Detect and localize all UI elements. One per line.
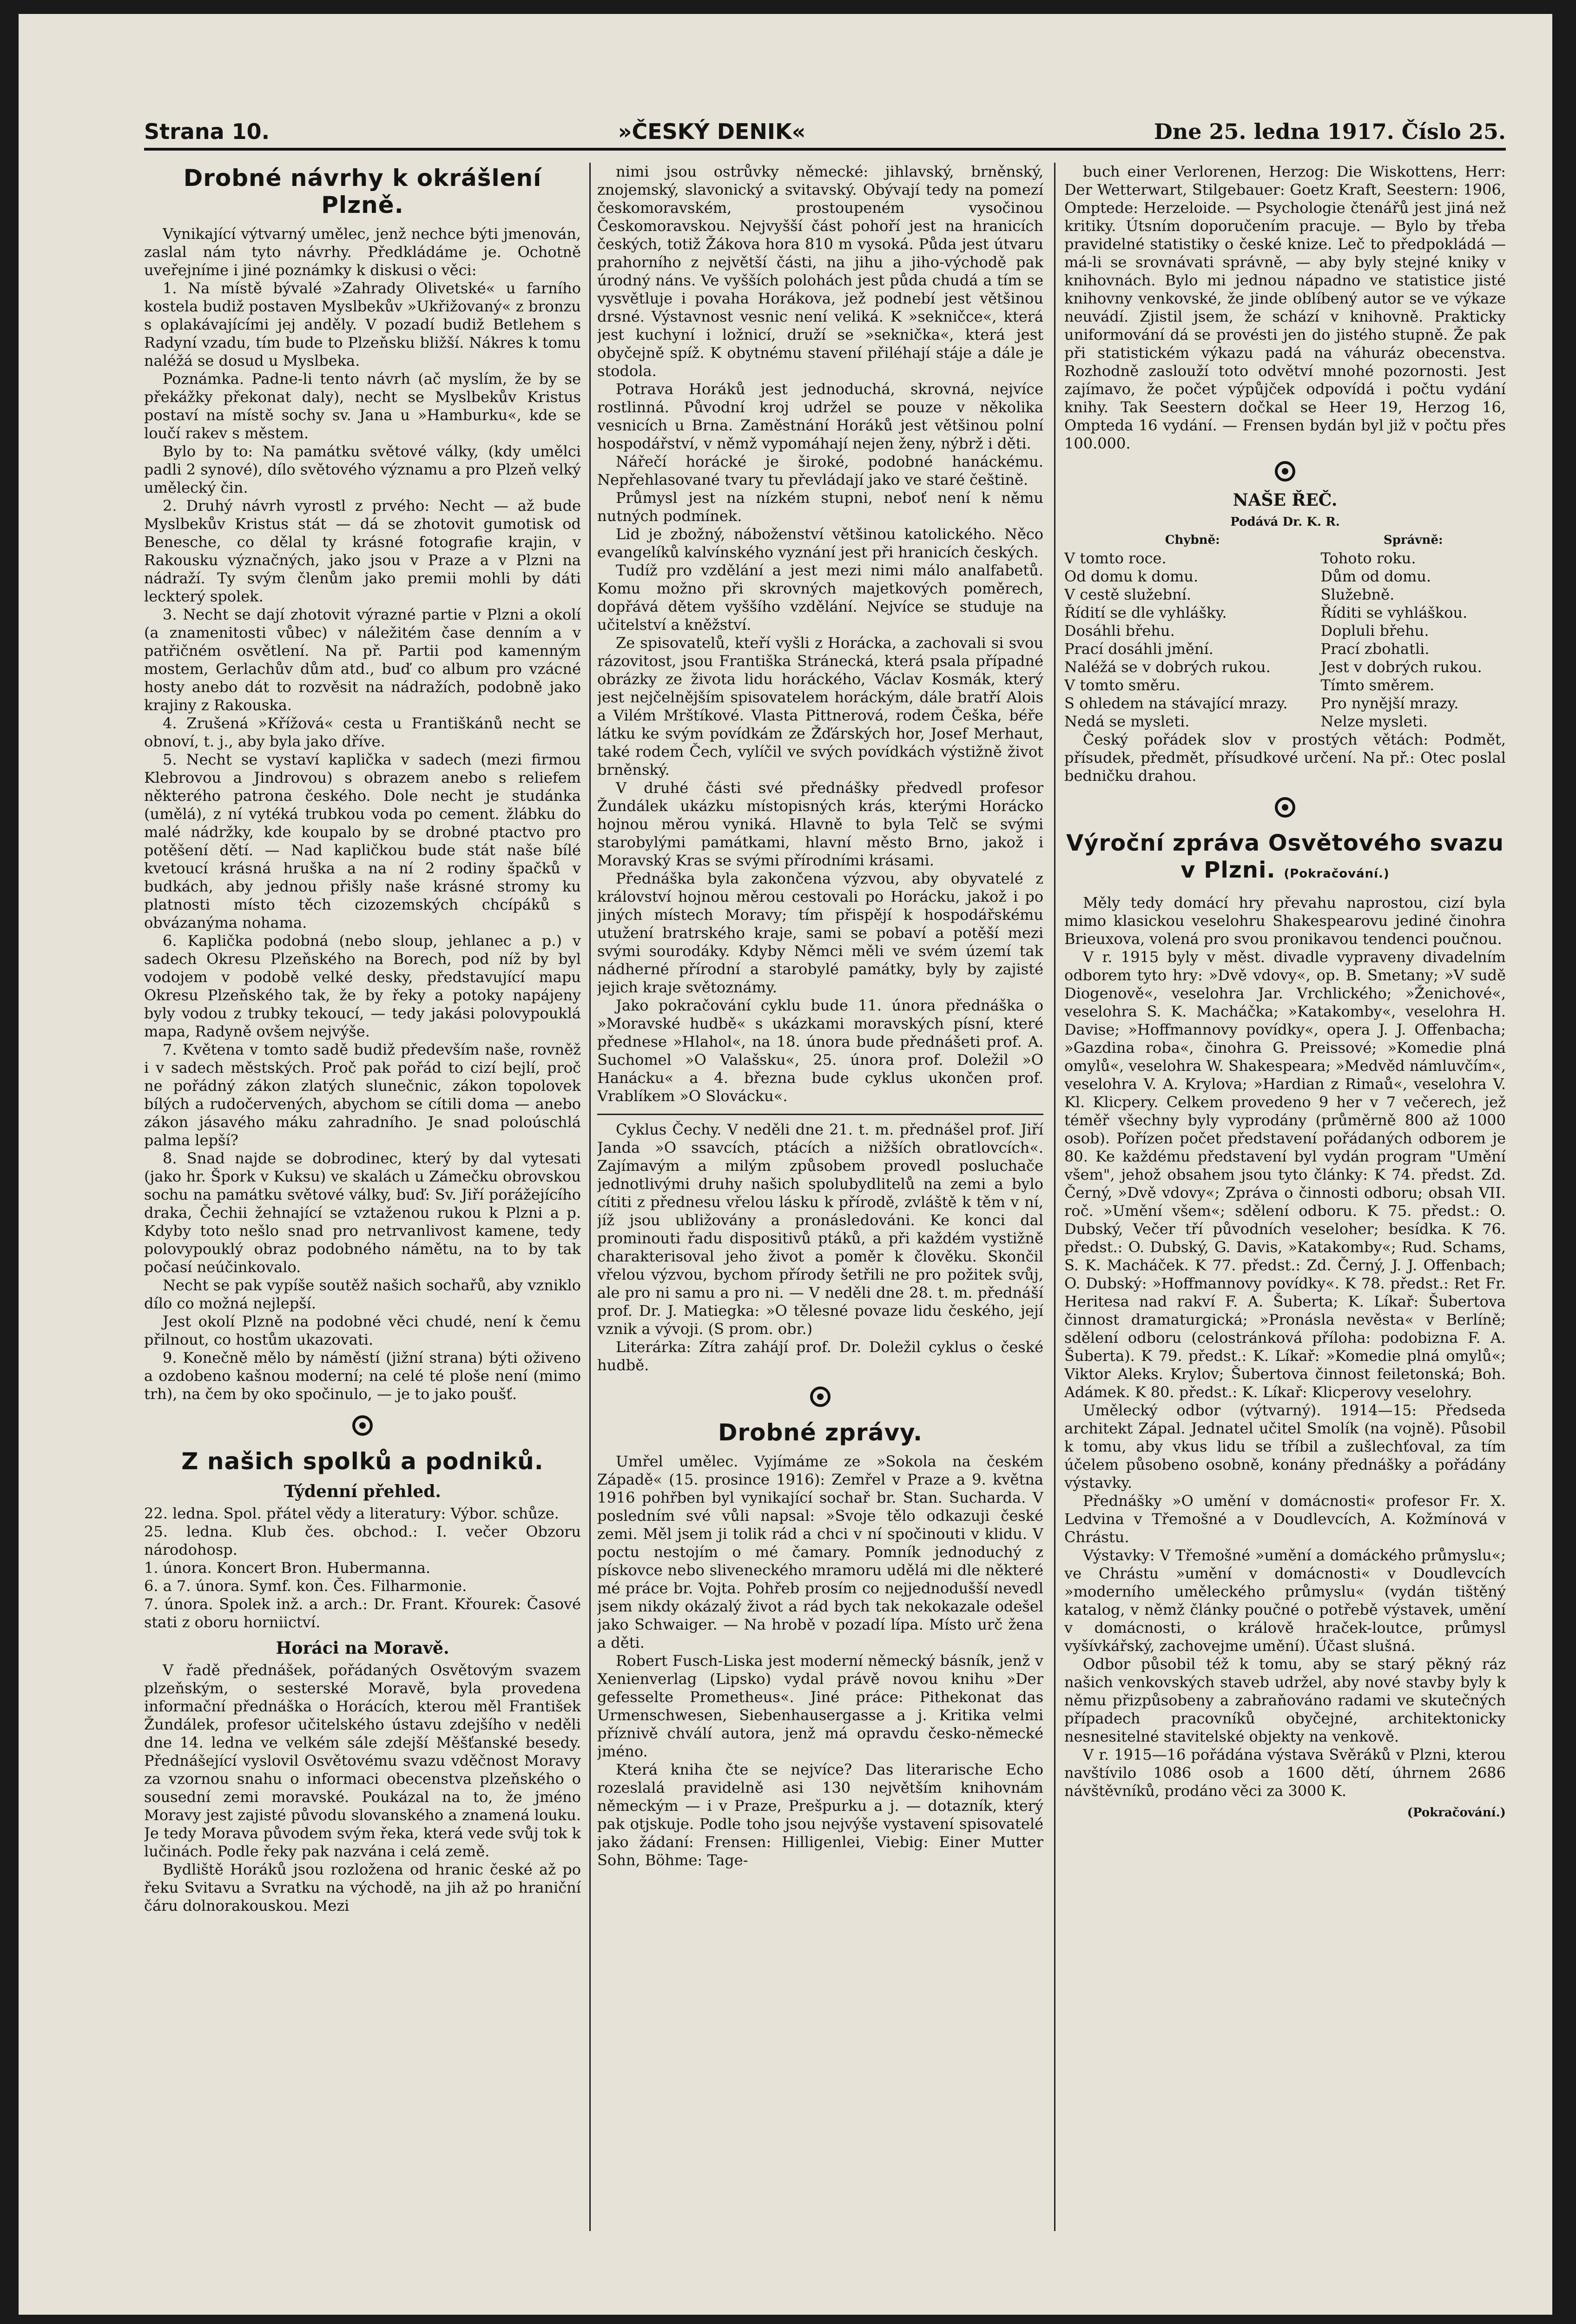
correct-phrase: Tímto směrem. (1320, 676, 1435, 694)
article-title: Drobné zprávy. (718, 1419, 923, 1446)
correct-phrase: Říditi se vyhláškou. (1320, 604, 1468, 621)
paragraph: V druhé části své přednášky předvedl profesor Žundálek ukázku místopisných krás, kterými Horácko hojnou měrou vyniká. Hlavně to byla Telč se svými starobylými památkami, hlavní město Brno, jakož i Moravský Kras se svými přírodními krásami. (597, 779, 1043, 869)
paragraph: Jest okolí Plzně na podobné věci chudé, není k čemu přilnout, co hostům ukazovati. (144, 1313, 581, 1348)
article-body (597, 1121, 1043, 1374)
paragraph: Necht se pak vypíše soutěž našich sochařů, aby vzniklo dílo co možná nejlepší. (144, 1276, 581, 1312)
paragraph: 8. Snad najde se dobrodinec, který by dal vytesati (jako hr. Špork v Kuksu) ve skalách u Zámečku obrovskou sochu na památku světové války, buď: Sv. Jiří porážejícího draka, Čechii žehnající se vztaženou rukou k Plzni a p. Kdyby toto nešlo snad pro netrvanlivost kamene, tedy polovypouklý obraz podobného námětu, na to by tak počasí neúčinkovalo. (144, 1149, 581, 1276)
wrong-phrase: Prací dosáhli jmění. (1064, 640, 1213, 658)
article-title: Z našich spolků a podniků. (181, 1448, 544, 1475)
column-3 (1064, 163, 1506, 2231)
paragraph: Přednášky »O umění v domácnosti« profesor Fr. X. Ledvina v Třemošné a v Doudlevcích, A. Kožmínová v Chrástu. (1064, 1492, 1506, 1546)
paragraph: 1. Na místě bývalé »Zahrady Olivetské« u farního kostela budiž postaven Myslbekův »Ukřižovaný« z bronzu s oplakávajícími jej anděly. V pozadí budiž Betlehem s Radyní vzadu, tím bude to Plzeňsku bližší. Nákres k tomu naléžá se dosud u Myslbeka. (144, 279, 581, 370)
paragraph: Tudíž pro vzdělání a jest mezi nimi málo analfabetů. Komu možno při skrovných majetkových poměrech, dopřává dětem vyššího vzdělání. Nejvíce se studuje na učitelství a kněžství. (597, 561, 1043, 634)
correct-phrase: Dům od domu. (1320, 568, 1431, 585)
wrong-phrase: Nedá se mysleti. (1064, 713, 1190, 730)
paragraph: 7. Květena v tomto sadě budiž především naše, rovněž i v sadech městských. Proč pak pořád to cizí bejlí, proč ne pořádný zákon zlatých slunečnic, zákon topolovek bílých a rudočervených, abychom se cítili doma — anebo zákon jásavého máku zahradního. Je snad poloúschlá palma lepší? (144, 1041, 581, 1149)
page-number: Strana 10. (144, 119, 270, 144)
ornament-icon (352, 1415, 373, 1436)
divider (597, 1114, 1043, 1115)
language-row (1064, 604, 1506, 622)
language-row (1064, 586, 1506, 604)
paragraph: Bylo by to: Na památku světové války, (kdy umělci padli 2 synové), dílo světového významu a pro Plzeň velký umělecký čin. (144, 442, 581, 496)
column-2 (597, 163, 1043, 2231)
paragraph: 4. Zrušená »Křížová« cesta u Františkánů necht se obnoví, t. j., aby byla jako dříve. (144, 714, 581, 750)
paragraph: V r. 1915—16 pořádána výstava Svěráků v Plzni, kterou navštívilo 1086 osob a 1600 dětí, úhrnem 2686 návštěvníků, prodáno věci za 3000 K. (1064, 1746, 1506, 1800)
correct-phrase: Služebně. (1320, 586, 1395, 603)
wrong-phrase: Naléžá se v dobrých rukou. (1064, 658, 1271, 676)
language-row (1064, 549, 1506, 568)
paragraph: V řadě přednášek, pořádaných Osvětovým svazem plzeňským, o sesterské Moravě, byla provedena informační přednáška o Horácích, kterou měl František Žundálek, profesor učitelského ústavu zdejšího v neděli dne 14. ledna ve velkém sále zdejší Měšťanské besedy. Přednášející vyslovil Osvětovému svazu vděčnost Moravy za vzornou snahu o informaci obecenstva plzeňského o sousední zemi moravské. Poukázal na to, že jméno Moravy jest zajisté původu slovanského a znamená louku. Je tedy Morava původem svým řeka, která vede svůj tok k lučinách. Podle řeky pak nazvána i celá země. (144, 1661, 581, 1860)
paragraph: Nářečí horácké je široké, podobné hanáckému. Nepřehlasované tvary tu převládají jako ve staré češtině. (597, 453, 1043, 489)
paragraph: Lid je zbožný, náboženství většinou katolického. Něco evangelíků kalvínského vyznání jest při hranicích českých. (597, 525, 1043, 561)
paragraph: buch einer Verlorenen, Herzog: Die Wiskottens, Herr: Der Wetterwart, Stilgebauer: Goetz Kraft, Seestern: 1906, Omptede: Herzeloide. — Psychologie čtenářů jest jiná než kritiky. Útsním doporučením pracuje. — Bylo by třeba pravidelné statistiky o české knize. Leč to předpokládá — má-li se srovnávati správně, — aby byly stejné kniky v knihovnách. Bylo mi jednou nápadno ve statistice jisté knihovny venkovské, že jinde oblíbený autor se ve výkaze neuvádí. Zjistil jsem, že schází v knihovně. Prakticky uniformování dá se provésti jen do jistého stupně. Že pak při statistickém výkazu padá na váhuráz obecenstva. Rozhodně zaslouží toto odvětví mnohé pozornosti. Jest zajímavo, že počet výpůjček odpovídá i počtu vydání knihy. Tak Seestern dočkal se Heer 19, Herzog 16, Ompteda 16 vydání. — Frensen bydán byl již v počtu přes 100.000. (1064, 163, 1506, 452)
event-item: 7. února. Spolek inž. a arch.: Dr. Frant. Křourek: Časové stati z oboru horniictví. (144, 1595, 581, 1631)
event-item: 22. ledna. Spol. přátel vědy a literatury: Výbor. schůze. (144, 1505, 559, 1522)
continued-note: (Pokračování.) (1284, 867, 1390, 881)
paragraph: V r. 1915 byly v měst. divadle vypraveny divadelním odborem tyto hry: »Dvě vdovy«, op. B. Smetany; »V sudě Diogenově«, veselohra Jar. Vrchlického; »Ženichové«, veselohra S. K. Macháčka; »Katakomby«, veselohra H. Davise; »Hoffmannovy povídky«, opera J. J. Offenbacha; »Gazdina roba«, činohra G. Preissové; »Komedie plná omylů«, veselohra W. Shakespeara; »Medvěd námluvčím«, veselohra V. A. Krylova; »Hardian z Rimaů«, veselohra V. Kl. Klicpery. Celkem provedeno 9 her v 7 večerech, jež téměř všechny byly vyprodány (průměrně 800 až 1000 osob). Pořízen počet představení pořádaných odborem je 80. Ke každému představení byl vydán program "Umění všem", jehož obsahem jsou tyto články: K 74. předst. Zd. Černý, »Dvě vdovy«; Zpráva o činnosti odboru; obsah VII. roč. »Umění všem«; sdělení odboru. K 75. předst.: O. Dubský, Večer tří původních veseloher; besídka. K 76. předst.: O. Dubský, G. Davis, »Katakomby«; Rud. Schams, S. K. Macháček. K 77. předst.: Zd. Černý, J. J. Offenbach; O. Dubský: »Hoffmannovy povídky«. K 78. předst.: Ret Fr. Heritesa nad rakví F. A. Šuberta; K. Líkař: Šubertova činnost dramaturgická; »Pronásla nevěsta« v Berlíně; sdělení odboru (celostránková příloha: podobizna F. A. Šuberta). K 79. předst.: K. Líkař: »Komedie plná omylů«; Viktor Aleks. Krylov; Šubertova činnost feiletonská; Boh. Adámek. K 80. předst.: K. Líkař: Klicperovy veselohry. (1064, 948, 1506, 1401)
column-rule (589, 163, 591, 2231)
event-item: 25. ledna. Klub čes. obchod.: I. večer Obzoru národohosp. (144, 1523, 581, 1558)
paragraph: Ze spisovatelů, kteří vyšli z Horácka, a zachovali si svou rázovitost, jsou Františka Stránecká, která psala případné obrázky ze života lidu horáckého, Václav Kosmák, který jest nejčelnějším spisovatelem horáckým, dále bratří Alois a Vilém Mrštíkové. Vlasta Pittnerová, rodem Češka, béře látku ke svým povídkám ze Žďárských hor, Josef Merhaut, také rodem Čech, vylíčil ve svých povídkách výstižně život brněnský. (597, 634, 1043, 779)
language-row (1064, 622, 1506, 640)
page-header (144, 116, 1506, 151)
ornament-icon (810, 1386, 831, 1407)
event-list (144, 1505, 581, 1631)
language-row (1064, 658, 1506, 676)
paragraph: Výstavky: V Třemošné »umění a domáckého průmyslu«; ve Chrástu »umění v domácnosti« v Doudlevcích »moderního uměleckého průmyslu« (vydán tištěný katalog, v němž články poučné o potřebě výstavek, umění v domácnosti, o králově hraček-loutce, průmysl vyšívkářský, zachovejme umění). Účast slušná. (1064, 1546, 1506, 1655)
column-1 (144, 163, 581, 2231)
article-body (597, 1452, 1043, 1869)
paragraph: nimi jsou ostrůvky německé: jihlavský, brněnský, znojemský, slavonický a svitavský. Obývají tedy na pomezí českomoravském, prostoupeném vysočinou Českomoravskou. Nejvyšší část pohoří jest na hranicích českých, totiž Žákova hora 810 m vysoká. Půda jest útvaru prahorního z největší části, na jihu a jiho-východě pak úrodný náns. Ve vyšších polohách jest půda chudá a tím se vysvětluje i povaha Horákova, jež podnebí jest většinou drsné. Výstavnost vesnic není veliká. K »sekničce«, která jest kuchyní i ložnicí, druží se »seknička«, která jest obyčejně spíž. K obytnému stavení přiléhají stáje a dále je stodola. (597, 163, 1043, 380)
event-item: 6. a 7. února. Symf. kon. Čes. Filharmonie. (144, 1577, 467, 1595)
paragraph: 2. Druhý návrh vyrostl z prvého: Necht — až bude Myslbekův Kristus stát — dá se zhotovit gumotisk od Benesche, co dělal ty krásné fotografie krajin, v Rakousku význačných, jako jsou v Praze a v Plzni na nádraží. Ty svým členům jako premii mohli by dáti leckterý spolek. (144, 497, 581, 605)
language-table (1064, 531, 1506, 731)
column-rule (1054, 163, 1055, 2231)
paragraph: 6. Kaplička podobná (nebo sloup, jehlanec a p.) v sadech Okresu Plzeňského na Borech, pod níž by byl vodojem v podobě velké desky, představující mapu Okresu Plzeňského tak, že by řeky a potoky napájeny byly vodou z trubky tekoucí, — tedy jakási polovypouklá mapa, Radyně ovšem nejvýše. (144, 932, 581, 1040)
paragraph: Přednáška byla zakončena výzvou, aby obyvatelé z království hojnou měrou cestovali po Horácku, jakož i po jiných místech Moravy; tím přispějí k hospodářskému utužení bratrského kraje, sami se pobaví a potěší mezi svými sourodáky. Kdyby Němci měli ve svém území tak nádherné přírodní a starobylé památky, byly by zajisté jejich kraje světoznámy. (597, 870, 1043, 996)
correct-phrase: Jest v dobrých rukou. (1320, 658, 1482, 676)
article-body (1064, 163, 1506, 453)
correct-phrase: Tohoto roku. (1320, 549, 1416, 567)
language-row (1064, 713, 1506, 731)
paragraph: Jako pokračování cyklu bude 11. února přednáška o »Moravské hudbě« s ukázkami moravských písní, které přednese »Hlahol«, na 18. února bude přednášeti prof. A. Suchomel »O Valašsku«, 25. února prof. Doležil »O Hanácku« a 4. března bude cyklus ukončen prof. Vrablíkem »O Slovácku«. (597, 997, 1043, 1105)
continued-note: (Pokračování.) (1407, 1806, 1506, 1820)
paragraph: Vynikající výtvarný umělec, jenž nechce býti jmenován, zaslal nám tyto návrhy. Předkládáme je. Ochotně uveřejníme i jiné poznámky k diskusi o věci: (144, 225, 581, 279)
article-body (144, 225, 581, 1403)
language-note: Český pořádek slov v prostých větách: Podmět, přísudek, předmět, přísudkové určení. Na př.: Otec poslal bedničku drahou. (1064, 731, 1506, 785)
paragraph: Poznámka. Padne-li tento návrh (ač myslím, že by se překážky překonat daly), necht se Myslbekův Kristus postaví na místě sochy sv. Jana u »Hamburku«, kde se loučí rakev s městem. (144, 370, 581, 442)
article-title: Výroční zpráva Osvětového svazu v Plzni. (Pokračování.) (1066, 830, 1504, 883)
correct-phrase: Pro nynější mrazy. (1320, 694, 1459, 712)
article-body (597, 163, 1043, 1105)
section-title: NAŠE ŘEČ. (1233, 490, 1338, 510)
paragraph: Bydliště Horáků jsou rozložena od hranic české až po řeku Svitavu a Svratku na východě, na jih až po hraniční čáru dolnorakouskou. Mezi (144, 1861, 581, 1915)
wrong-phrase: Dosáhli břehu. (1064, 622, 1175, 640)
article-body (1064, 894, 1506, 1800)
wrong-phrase: Řídití se dle vyhlášky. (1064, 604, 1227, 621)
column-header-right: Správně: (1383, 533, 1443, 547)
paragraph: 9. Konečně mělo by náměstí (jižní strana) býti oživeno a ozdobeno kašnou moderní; na celé té ploše není (mimo trh), na čem by oko spočinulo, — je to jako poušť. (144, 1349, 581, 1403)
correct-phrase: Nelze mysleti. (1320, 713, 1428, 730)
correct-phrase: Dopluli břehu. (1320, 622, 1429, 640)
wrong-phrase: V cestě služební. (1064, 586, 1192, 603)
article-subtitle: Horáci na Moravě. (276, 1638, 449, 1658)
paragraph: Měly tedy domácí hry převahu naprostou, cizí byla mimo klasickou veselohru Shakespearovu jediné činohra Brieuxova, volená pro svou pronikavou tendenci poučnou. (1064, 894, 1506, 948)
event-item: 1. února. Koncert Bron. Hubermanna. (144, 1559, 431, 1577)
paragraph: Cyklus Čechy. V neděli dne 21. t. m. přednášel prof. Jiří Janda »O ssavcích, ptácích a nižších obratlovcích«. Zajímavým a milým způsobem provedl posluchače jednotlivými druhy našich spolubydlitelů na zemi a bylo cítiti z přednesu vřelou lásku k přírodě, zvláště k těm v ní, jíž jsou ubližovány a pronásledováni. Ke konci dal prominouti řadu dispositivů ptáků, a při každém vystižně charakterisoval jeho život a poměr k člověku. Skončil vřelou výzvou, bychom přírody šetřili ne pro požitek svůj, ale pro ni samu a pro ni. — V neděli dne 28. t. m. přednáší prof. Dr. J. Matiegka: »O tělesné povaze lidu českého, její vznik a vývoji. (S prom. obr.) (597, 1121, 1043, 1338)
masthead: »ČESKÝ DENIK« (618, 119, 806, 144)
issue-date: Dne 25. ledna 1917. Číslo 25. (1154, 119, 1506, 144)
language-row (1064, 640, 1506, 658)
paragraph: Potrava Horáků jest jednoduchá, skrovná, nejvíce rostlinná. Původní kroj udržel se pouze v několika vesnicích u Brna. Zaměstnání Horáků jest většinou polní hospodářství, v němž vypomáhají nejen ženy, nýbrž i děti. (597, 380, 1043, 452)
paragraph: Průmysl jest na nízkém stupni, neboť není k němu nutných podmínek. (597, 489, 1043, 525)
paragraph: 5. Necht se vystaví kaplička v sadech (mezi firmou Klebrovou a Jindrovou) s obrazem anebo s reliefem některého patrona českého. Dole necht je studánka (umělá), z ní vytéká trubkou voda po cement. žlábku do malé nádržky, kde koupalo by se drobné ptactvo pro potěšení dětí. — Nad kapličkou bude stát naše bílé kvetoucí krásná hruška a na ní 2 rodiny špačků v budkách, aby jednou přišly naše krásné stromy ku platnosti místo těch cizozemských chcípáků s obvázanýma nohama. (144, 751, 581, 931)
language-row (1064, 694, 1506, 713)
wrong-phrase: V tomto směru. (1064, 676, 1180, 694)
ornament-icon (1275, 461, 1295, 482)
paragraph: Umřel umělec. Vyjímáme ze »Sokola na českém Západě« (15. prosince 1916): Zemřel v Praze a 9. května 1916 pohřben byl vynikající sochař br. Stan. Sucharda. V posledním své vůli napsal: »Svoje tělo odkazuji české zemi. Měl jsem ji tolik rád a chci v ní spočinouti v klidu. V poctu nestojím o mé čamary. Pomník jednoduchý z pískovce nebo sliveneckého mramoru udělá mi dle některé mé práce br. Vojta. Pohřeb prosím co nejjednodušší nevedl jsem nikdy okázalý život a rád bych tak nekokazale odešel jako Schwaiger. — Na hrobě v pozadí lípa. Místo urč žena a děti. (597, 1452, 1043, 1651)
section-subtitle: Týdenní přehled. (284, 1482, 441, 1501)
correct-phrase: Prací zbohatli. (1320, 640, 1430, 658)
wrong-phrase: S ohledem na stávající mrazy. (1064, 694, 1288, 712)
paragraph: 3. Necht se dají zhotovit výrazné partie v Plzni a okolí (a znamenitosti vůbec) v náležitém čase denním a v patřičném osvětlení. Na př. Partii pod kamenným mostem, Gerlachův dům atd., buď co album pro vzácné hosty anebo dát to rozvěsit na nádražích, podobně jako krajiny z Rakouska. (144, 606, 581, 714)
wrong-phrase: V tomto roce. (1064, 549, 1167, 567)
byline: Podává Dr. K. R. (1230, 515, 1340, 529)
paragraph: Umělecký odbor (výtvarný). 1914—15: Předseda architekt Zápal. Jednatel učitel Smolík (na vojně). Působil k tomu, aby vkus lidu se tříbil a zušlechťoval, za tím účelem působeno osobně, konány přednášky a pořádány výstavky. (1064, 1401, 1506, 1492)
article-body (144, 1661, 581, 1915)
paragraph: Robert Fusch-Liska jest moderní německý básník, jenž v Xenienverlag (Lipsko) vydal právě novou knihu »Der gefesselte Prometheus«. Jiné práce: Pithekonat das Urmenschwesen, Siebenhausergasse a j. Kritika velmi příznivě chválí autora, jenž má opravdu česko-německé jméno. (597, 1652, 1043, 1760)
language-row (1064, 676, 1506, 694)
language-row (1064, 568, 1506, 586)
ornament-icon (1275, 797, 1295, 818)
paragraph: Odbor působil též k tomu, aby se starý pěkný ráz našich venkovských staveb udržel, aby nové stavby byly k němu přizpůsobeny a zabraňováno radami ve skutečných případech pracovníků obyčejné, architektonicky nesnesitelné stavitelské objekty na venkově. (1064, 1655, 1506, 1745)
wrong-phrase: Od domu k domu. (1064, 568, 1199, 585)
paragraph: Která kniha čte se nejvíce? Das literarische Echo rozeslalá pravidelně asi 130 největším knihovnám německým — i v Praze, Prešpurku a j. — dotazník, který pak otjskuje. Podle toho jsou nejvýše vystavení spisovatelé jako žádaní: Frensen: Hilligenlei, Viebig: Einer Mutter Sohn, Böhme: Tage- (597, 1761, 1043, 1869)
column-header-wrong: Chybně: (1165, 533, 1220, 547)
paragraph: Literárka: Zítra zahájí prof. Dr. Doležil cyklus o české hudbě. (597, 1338, 1043, 1374)
article-title: Drobné návrhy k okrášlení Plzně. (183, 165, 542, 218)
